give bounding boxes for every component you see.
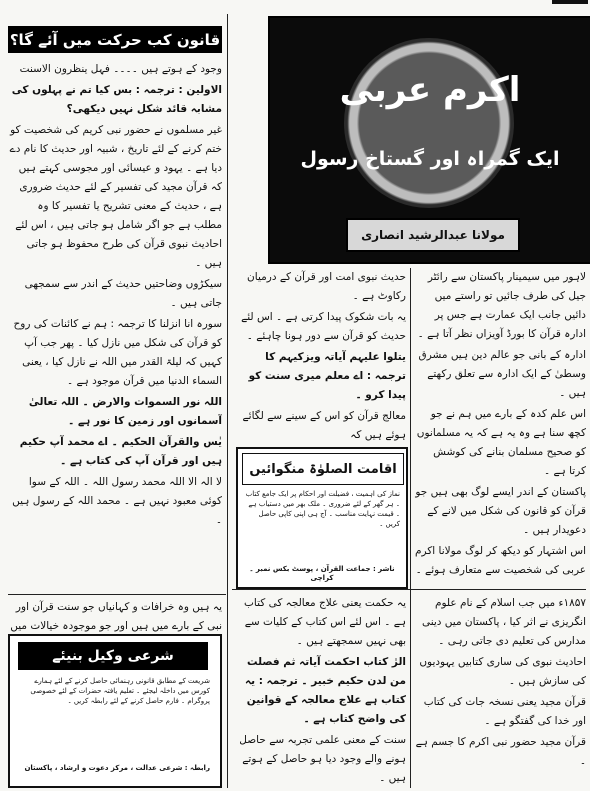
column-divider-left xyxy=(227,14,228,788)
headline-text: قانون کب حرکت میں آئے گا؟ xyxy=(9,30,221,49)
left-paragraph: لا الہ الا اللہ محمد رسول اللہ ۔ اللہ کے سوا کوئی معبود نہیں ہے ۔ محمد اللہ کے رسول ہیں ۔ xyxy=(12,476,222,526)
ad-sharai-wakeel xyxy=(8,634,222,788)
right-paragraph xyxy=(414,582,586,586)
emblem-subtitle: ایک گمراہ اور گستاخ رسول xyxy=(300,148,560,170)
left-column-text xyxy=(8,60,222,590)
middle-paragraph: سنت کے معنی علمی تجربہ سے حاصل ہونے والے وجود دیا ہو حاصل کے ہوتے ہیں ۔ xyxy=(239,734,406,784)
left-paragraph: اللہ نور السموات والارض ۔ اللہ تعالیٰ آسمانوں اور زمین کا نور ہے ۔ xyxy=(28,396,222,427)
right-paragraph: قرآن مجید حضور نبی اکرم کا جسم ہے ۔ xyxy=(415,736,586,767)
middle-paragraph: الرٰ کتاب احکمت آیاتہ ثم فصلت من لدن حکیم خبیر ۔ ترجمہ : یہ کتاب ہے علاج معالجہ کے قوانین کی واضح کتاب ہے ۔ xyxy=(244,656,406,725)
ad-iqamat-salat xyxy=(236,447,408,589)
emblem-author: مولانا عبدالرشید انصاری xyxy=(346,218,520,252)
middle-column-bottom-text xyxy=(234,594,406,788)
right-paragraph: اس علم کدہ کے بارے میں ہم نے جو کچھ سنا ہے وہ یہ ہے کہ یہ مسلمانوں کو صحیح مسلمان بنانے کی کوشش کرتا ہے ۔ xyxy=(416,408,586,477)
section-divider-right xyxy=(232,589,586,590)
emblem-circle xyxy=(344,38,514,208)
left-paragraph: وجود کے ہوتے ہیں ۔۔۔۔ فہل ینظرون الاسنت xyxy=(19,63,222,75)
middle-paragraph: معالج قرآن کو اس کے سینے سے لگائے ہوئے ہیں کہ xyxy=(242,410,406,441)
right-column-bottom-text xyxy=(414,594,586,788)
right-paragraph: اس اشتہار کو دیکھ کر لوگ مولانا اکرم عربی کی شخصیت سے متعارف ہوئے ۔ xyxy=(414,545,586,576)
page-corner-mark xyxy=(552,0,588,4)
ad2-footer: رابطہ : شرعی عدالت ، مرکز دعوت و ارشاد ، پاکستان xyxy=(24,764,210,772)
left-paragraph: یٰس والقرآن الحکیم ۔ اے محمد آپ حکیم ہیں اور قرآن آپ کی کتاب ہے ۔ xyxy=(19,436,222,467)
right-paragraph: لاہور میں سیمینار پاکستان سے رائٹر جیل کی طرف جائیں تو راستے میں دائیں جانب ایک عمارت ہے جس پر ادارہ قرآن کا بورڈ آویزاں نظر آتا ہے ۔ xyxy=(417,271,586,340)
middle-paragraph: یہ حکمت یعنی علاج معالجہ کی کتاب ہے ۔ اس لئے اس کتاب کے کلیات سے بھی نہیں سمجھتے ہیں ۔ xyxy=(243,597,406,647)
emblem-title: اکرم عربی xyxy=(339,70,521,110)
ad-title: اقامت الصلوٰۃ منگوائیں xyxy=(242,453,404,485)
section-divider-left xyxy=(8,594,226,595)
middle-column-text xyxy=(234,268,406,444)
right-paragraph: پاکستان کے اندر ایسے لوگ بھی ہیں جو قرآن کو قانون کی شکل میں لانے کے دعویدار ہیں ۔ xyxy=(415,486,586,536)
left-paragraph: غیر مسلموں نے حضور نبی کریم کی شخصیت کو ختم کرنے کے لئے تاریخ ، شبیہ اور حدیث کا نام دے دیا ہے ۔ یہود و عیسائی اور مجوسی کہتے ہیں کہ قرآن مجید کی تفسیر کے لئے حدیث ضروری ہے ، حدیث کے معنی تشریح یا تفسیر کا وہ مطلب ہے جو اگر شامل ہو جاتی ہیں ، اس لئے احادیث نبوی قرآن کی طرح محفوظ ہو جاتی ہیں ۔ xyxy=(9,124,222,269)
ad-body: نماز کی اہمیت ، فضیلت اور احکام پر ایک جامع کتاب ۔ ہر گھر کے لئے ضروری ۔ ملک بھر میں دستیاب ہے ۔ قیمت نہایت مناسب ۔ آج ہی اپنی کاپی حاصل کریں ۔ xyxy=(245,490,400,528)
left-paragraph: سیکڑوں وضاحتیں حدیث کے اندر سے سمجھی جاتی ہیں ۔ xyxy=(24,278,222,309)
left-paragraph: الاولین : ترجمہ : بس کیا تم نے پہلوں کی مشابہ قائد شکل نہیں دیکھی؟ xyxy=(11,84,222,115)
right-paragraph: ادارہ کے بانی جو عالم دین ہیں مشرق وسطیٰ کے ایک ادارہ سے تعلق رکھتے ہیں ۔ xyxy=(418,349,586,399)
right-paragraph: قرآن مجید یعنی نسخہ جات کی کتاب اور خدا کی گفتگو ہے ۔ xyxy=(423,696,586,727)
headline-box xyxy=(8,26,222,53)
left-paragraph: یہ ہیں وہ خرافات و کہانیاں جو سنت قرآن اور نبی کے بارے میں ہیں اور جو موجودہ خیالات میں xyxy=(10,601,222,632)
left-column-tail xyxy=(8,598,222,632)
ad2-body: شریعت کے مطابق قانونی رہنمائی حاصل کرنے کے لئے ہمارے کورس میں داخلہ لیجئے ۔ تعلیم یافتہ حضرات کے لئے خصوصی پروگرام ۔ فارم حاصل کرنے کے لئے رابطہ کریں ۔ xyxy=(30,677,210,705)
column-divider-right xyxy=(410,268,411,788)
ad2-title: شرعی وکیل بنیئے xyxy=(18,642,208,670)
middle-paragraph: یتلوا علیہم آیاتہ ویزکیہم کا ترجمہ : اے معلم میری سنت کو پیدا کرو ۔ xyxy=(248,351,406,401)
right-column-text xyxy=(414,268,586,586)
ad-footer: ناشر : جماعت القرآن ، پوسٹ بکس نمبر ۔ کراچی xyxy=(249,565,395,582)
right-paragraph: احادیث نبوی کی ساری کتابیں یہودیوں کی سازش ہیں ۔ xyxy=(419,656,586,687)
middle-paragraph: حدیث نبوی امت اور قرآن کے درمیان رکاوٹ ہے ۔ xyxy=(247,271,406,302)
left-paragraph: سورہ انا انزلنا کا ترجمہ : ہم نے کائنات کی روح کو قرآن کی شکل میں نازل کیا ۔ پھر جب آپ کہیں کہ لیلۃ القدر میں اللہ نے نازل کیا ، یعنی السماء الدنیا میں قرآن موجود ہے ۔ xyxy=(13,318,222,387)
middle-paragraph: یہ بات شکوک پیدا کرتی ہے ۔ اس لئے حدیث کو قرآن سے دور ہونا چاہئے ۔ xyxy=(241,311,406,342)
emblem-box xyxy=(268,16,590,264)
right-paragraph: ۱۸۵۷ء میں جب اسلام کے نام علوم انگریزی نے اثر کیا ، پاکستان میں دینی مدارس کی تعلیم دی جاتی رہی ۔ xyxy=(421,597,586,647)
